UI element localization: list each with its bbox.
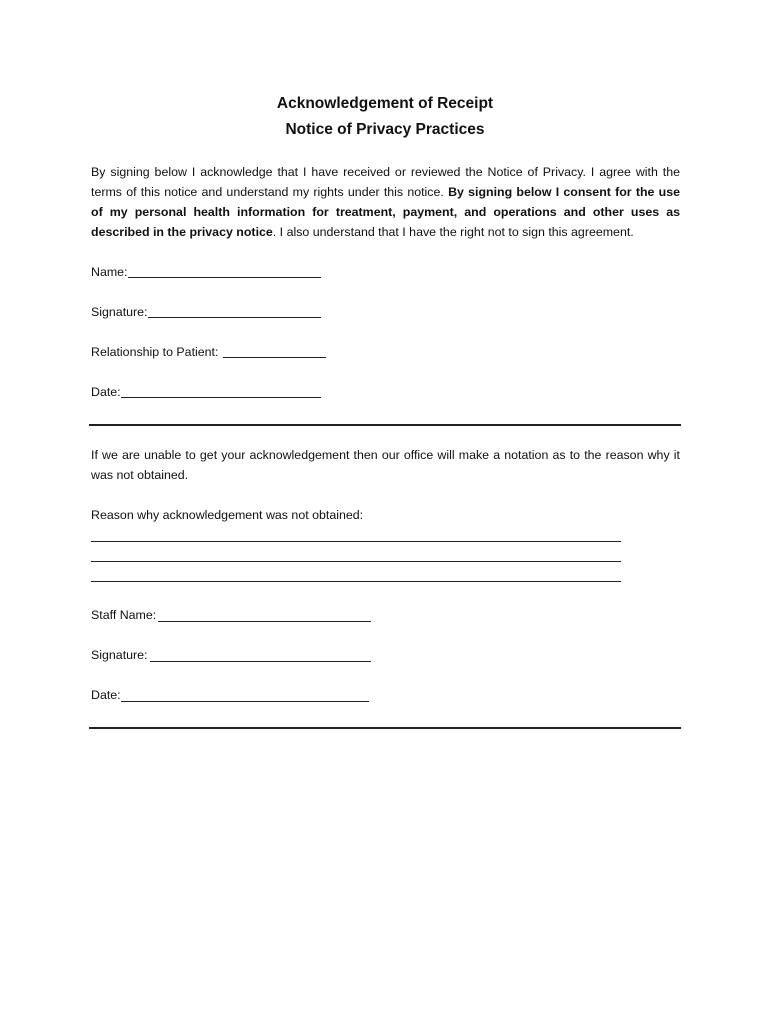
staff-date-label: Date:: [91, 688, 121, 702]
staff-date-line[interactable]: [121, 701, 369, 702]
relationship-line[interactable]: [223, 357, 326, 358]
staff-name-line[interactable]: [158, 621, 371, 622]
date-line[interactable]: [121, 397, 321, 398]
signature-label: Signature:: [91, 305, 148, 319]
signature-line[interactable]: [148, 317, 321, 318]
intro-text-start: By signing below I acknowledge that I have received or reviewed the Notice of Privacy. I agree with the terms of this notice and understand my rights under this notice.: [91, 165, 680, 199]
relationship-label: Relationship to Patient:: [91, 345, 219, 359]
document-subtitle: Notice of Privacy Practices: [285, 121, 485, 138]
reason-line[interactable]: [91, 541, 621, 542]
reason-line[interactable]: [91, 581, 621, 582]
name-line[interactable]: [128, 277, 321, 278]
section-divider: [89, 727, 681, 729]
staff-signature-label: Signature:: [91, 648, 148, 662]
name-label: Name:: [91, 265, 128, 279]
date-label: Date:: [91, 385, 121, 399]
document-title: Acknowledgement of Receipt: [276, 95, 494, 112]
staff-name-label: Staff Name:: [91, 608, 157, 622]
reason-line[interactable]: [91, 561, 621, 562]
section-divider: [89, 424, 681, 426]
staff-signature-line[interactable]: [150, 661, 371, 662]
reason-label: Reason why acknowledgement was not obtained:: [91, 508, 364, 522]
notation-paragraph: If we are unable to get your acknowledgement then our office will make a notation as to the reason why it was not obtained.: [91, 448, 680, 482]
intro-paragraph: [91, 162, 680, 242]
intro-text-end: . I also understand that I have the right not to sign this agreement.: [272, 225, 634, 239]
consent-statement: By signing below I consent for the use of my personal health information for treatment, payment, and operations and other uses as described in the privacy notice: [91, 185, 681, 239]
